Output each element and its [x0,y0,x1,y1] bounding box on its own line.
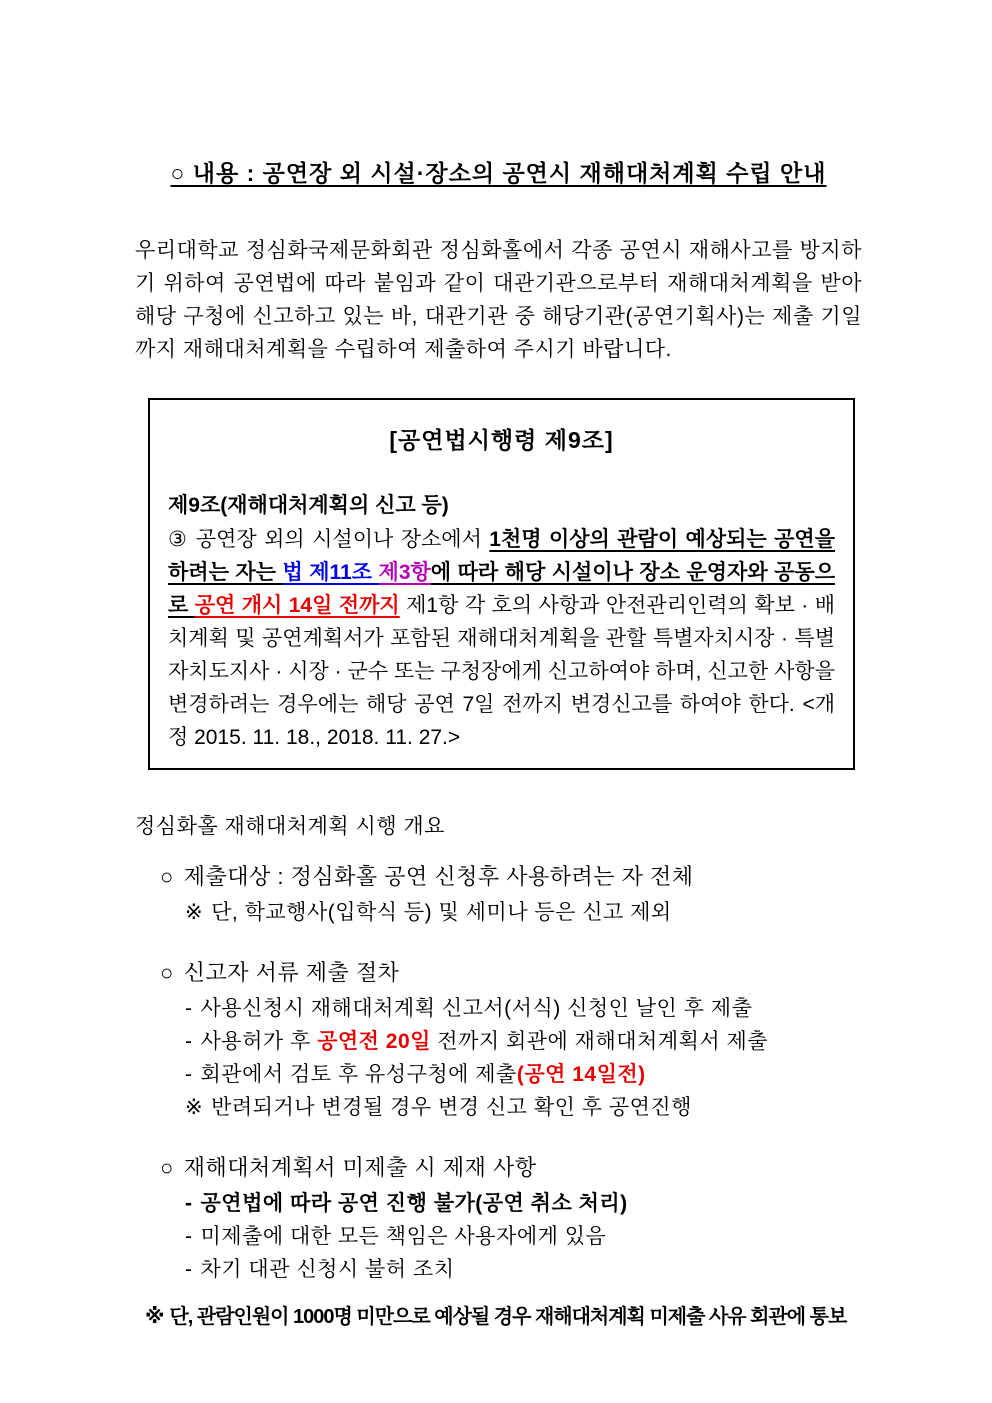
footnote [145,1300,862,1329]
law-article-title: 제9조(재해대처계획의 신고 등) [168,494,449,517]
law-box-heading: [공연법시행령 제9조] [389,427,614,453]
dash-marker: - [185,1030,193,1053]
submission-items [185,896,862,929]
dash-marker: - [185,1063,193,1086]
deadline-red-text: 공연전 20일 [317,1030,431,1053]
circle-bullet: ○ [160,864,174,889]
sanctions-item-text: 차기 대관 신청시 불허 조치 [200,1258,455,1281]
amendment-note: <개정 2015. 11. 18., 2018. 11. 27.> [168,693,835,749]
sanctions-item [185,1253,862,1286]
clause-start: ③ 공연장 외의 시설이나 장소에서 [168,528,490,551]
reference-mark: ※ [185,1096,204,1119]
intro-paragraph: 우리대학교 정심화국제문화회관 정심화홀에서 각종 공연시 재해사고를 방지하기 위하여 공연법에 따라 붙임과 같이 대관기관으로부터 재해대처계획을 받아 해당 구청에 신고하고 있는 바, 대관기관 중 해당기관(공연기획사)는 제출 기일까지 재해대처계획을 수립하여 제출하여 주시기 바랍니다. [135,239,862,361]
sanctions-item-text: 공연법에 따라 공연 진행 불가(공연 취소 처리) [200,1192,628,1215]
clause-emphasis-black-2: 에 따라 해당 시설이나 장소 운영자와 공동으로 [168,561,835,617]
law-box [148,398,855,770]
procedure-item [185,992,862,1025]
document-title [135,158,862,188]
dash-marker: - [185,1225,193,1248]
procedure-item-text: 사용신청시 재해대처계획 신고서(서식) 신청인 날인 후 제출 [200,997,753,1020]
reference-mark: ※ [185,901,204,924]
procedure-item-text: 전까지 회관에 재해대처계획서 제출 [430,1030,769,1053]
sanctions-heading [160,1155,862,1181]
law-ref-blue: 법 제11조 [282,561,379,584]
sanctions-items [185,1187,862,1286]
footnote-text: 단, 관람인원이 1000명 미만으로 예상될 경우 재해대처계획 미제출 사유 회관에 통보 [169,1306,847,1328]
submission-note [185,896,862,929]
dash-marker: - [185,1258,193,1281]
deadline-red-text: 공연 개시 14일 전까지 [194,594,400,617]
reference-mark: ※ [145,1306,164,1328]
dash-marker: - [185,997,193,1020]
procedure-item-text: 회관에서 검토 후 유성구청에 제출 [200,1063,517,1086]
sanctions-section [160,1155,862,1286]
sanctions-item-text: 미제출에 대한 모든 책임은 사용자에게 있음 [200,1225,607,1248]
clause-emphasis-black: 1천명 이상의 관람이 예상되는 공연을 하려는 자는 [168,528,835,584]
submission-section [160,864,862,929]
procedure-note-text: 반려되거나 변경될 경우 변경 신고 확인 후 공연진행 [211,1096,692,1119]
document-title-text: ○ 내용 : 공연장 외 시설·장소의 공연시 재해대처계획 수립 안내 [170,160,827,186]
procedure-note [185,1091,862,1124]
procedure-heading-text: 신고자 서류 제출 절차 [183,960,400,985]
sanctions-item [185,1187,862,1220]
submission-heading [160,864,862,890]
sanctions-heading-text: 재해대처계획서 미제출 시 제재 사항 [183,1155,537,1180]
procedure-section [160,960,862,1124]
procedure-items [185,992,862,1124]
sanctions-item [185,1220,862,1253]
dash-marker: - [185,1192,193,1215]
law-clause [168,523,835,754]
submission-note-text: 단, 학교행사(입학식 등) 및 세미나 등은 신고 제외 [211,901,672,924]
clause-rest: 제1항 각 호의 사항과 안전관리인력의 확보 · 배치계획 및 공연계획서가 포함된 재해대처계획을 관할 특별자치시장 · 특별자치도지사 · 시장 · 군수 또는 구청장에게 신고하여야 하며, 신고한 사항을 변경하려는 경우에는 해당 공연 7일 전까지 변경신고를 하여야 한다. [168,594,836,716]
procedure-item [185,1025,862,1058]
deadline-red-text: (공연 14일전) [516,1063,646,1086]
circle-bullet: ○ [160,1155,174,1180]
overview-heading: 정심화홀 재해대처계획 시행 개요 [135,815,446,838]
procedure-item [185,1058,862,1091]
submission-heading-text: 제출대상 : 정심화홀 공연 신청후 사용하려는 자 전체 [183,864,694,889]
law-ref-magenta: 제3항 [378,561,431,584]
procedure-item-text: 사용허가 후 [200,1030,318,1053]
procedure-heading [160,960,862,986]
circle-bullet: ○ [160,960,174,985]
